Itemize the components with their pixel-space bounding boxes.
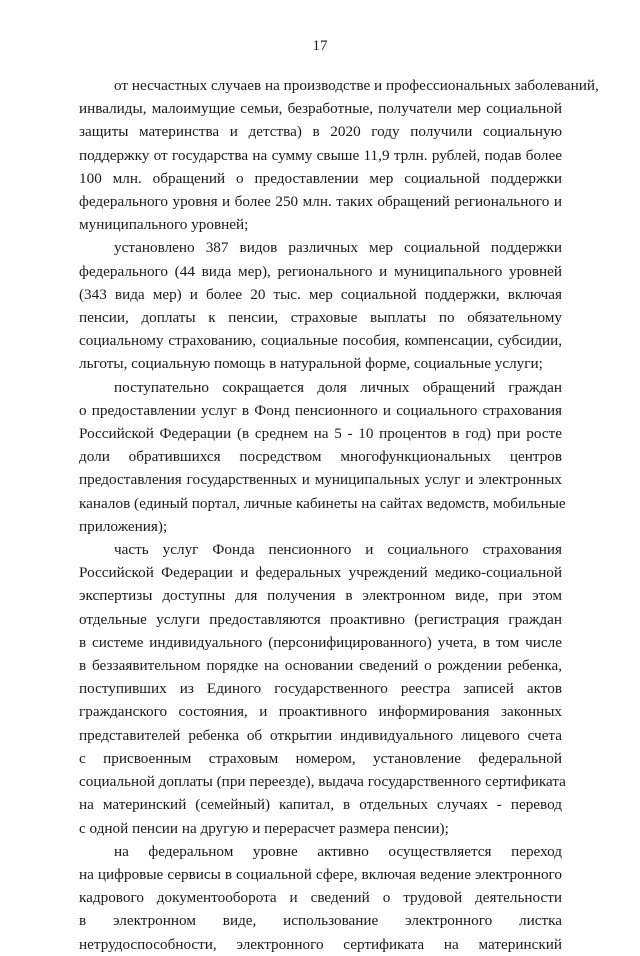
text-line: кадрового документооборота и сведений о трудовой деятельности (79, 889, 562, 907)
text-line: экспертизы доступны для получения в электронном виде, при этом (79, 587, 562, 605)
text-line: в системе индивидуального (персонифицированного) учета, в том числе (79, 633, 562, 651)
text-line: федерального уровня и более 250 млн. таких обращений регионального и (79, 193, 562, 211)
text-line: отдельные услуги предоставляются проактивно (регистрация граждан (79, 610, 562, 628)
text-line: доли обратившихся посредством многофункциональных центров (79, 448, 562, 466)
text-line: 100 млн. обращений о предоставлении мер социальной поддержки (79, 169, 562, 187)
paragraph (79, 538, 566, 840)
text-line: льготы, социальную помощь в натуральной форме, социальные услуги; (79, 355, 543, 373)
text-line: от несчастных случаев на производстве и профессиональных заболеваний, (114, 77, 599, 94)
paragraph (79, 840, 562, 956)
text-line: с присвоенным страховым номером, установление федеральной (79, 749, 562, 767)
text-line: поступательно сокращается доля личных обращений граждан (114, 378, 562, 396)
text-line: поддержку от государства на сумму свыше 11,9 трлн. рублей, подав более (79, 146, 562, 164)
text-line: каналов (единый портал, личные кабинеты на сайтах ведомств, мобильные (79, 494, 566, 512)
text-line: установлено 387 видов различных мер социальной поддержки (114, 239, 562, 257)
text-line: гражданского состояния, и проактивного информирования законных (79, 703, 562, 721)
text-line: предоставления государственных и муниципальных услуг и электронных (79, 471, 562, 489)
text-line: поступивших из Единого государственного реестра записей актов (79, 680, 562, 698)
text-line: (343 вида мер) и более 20 тыс. мер социальной поддержки, включая (79, 285, 562, 303)
text-line: на цифровые сервисы в социальной сфере, включая ведение электронного (79, 865, 562, 883)
text-line: в электронном виде, использование электронного листка (79, 912, 562, 930)
document-body (79, 74, 599, 956)
text-line: защиты материнства и детства) в 2020 году получили социальную (79, 123, 562, 141)
text-line: приложения); (79, 517, 168, 535)
paragraph (79, 236, 562, 375)
paragraph (79, 74, 599, 236)
text-line: Российской Федерации (в среднем на 5 - 10 процентов в год) при росте (79, 425, 562, 443)
paragraph-list (79, 74, 599, 956)
page-number: 17 (312, 38, 328, 54)
text-line: федерального (44 вида мер), регионального и муниципального уровней (79, 262, 562, 280)
text-line: нетрудоспособности, электронного сертификата на материнский (79, 935, 562, 953)
text-line: на материнский (семейный) капитал, в отдельных случаях - перевод (79, 796, 562, 814)
text-line: с одной пенсии на другую и перерасчет размера пенсии); (79, 819, 449, 837)
text-line: представителей ребенка об открытии индивидуального лицевого счета (79, 726, 562, 744)
text-line: в беззаявительном порядке на основании сведений о рождении ребенка, (79, 657, 562, 675)
text-line: Российской Федерации и федеральных учреждений медико-социальной (79, 564, 562, 582)
paragraph (79, 376, 566, 538)
text-line: социальному страхованию, социальные пособия, компенсации, субсидии, (79, 332, 562, 350)
text-line: часть услуг Фонда пенсионного и социального страхования (114, 541, 562, 559)
text-line: о предоставлении услуг в Фонд пенсионного и социального страхования (79, 401, 562, 419)
text-line: пенсии, доплаты к пенсии, страховые выплаты по обязательному (79, 309, 562, 327)
text-line: муниципального уровней; (79, 216, 249, 234)
text-line: социальной доплаты (при переезде), выдача государственного сертификата (79, 773, 566, 791)
text-line: на федеральном уровне активно осуществляется переход (114, 842, 562, 860)
text-line: инвалиды, малоимущие семьи, безработные, получатели мер социальной (79, 100, 562, 118)
